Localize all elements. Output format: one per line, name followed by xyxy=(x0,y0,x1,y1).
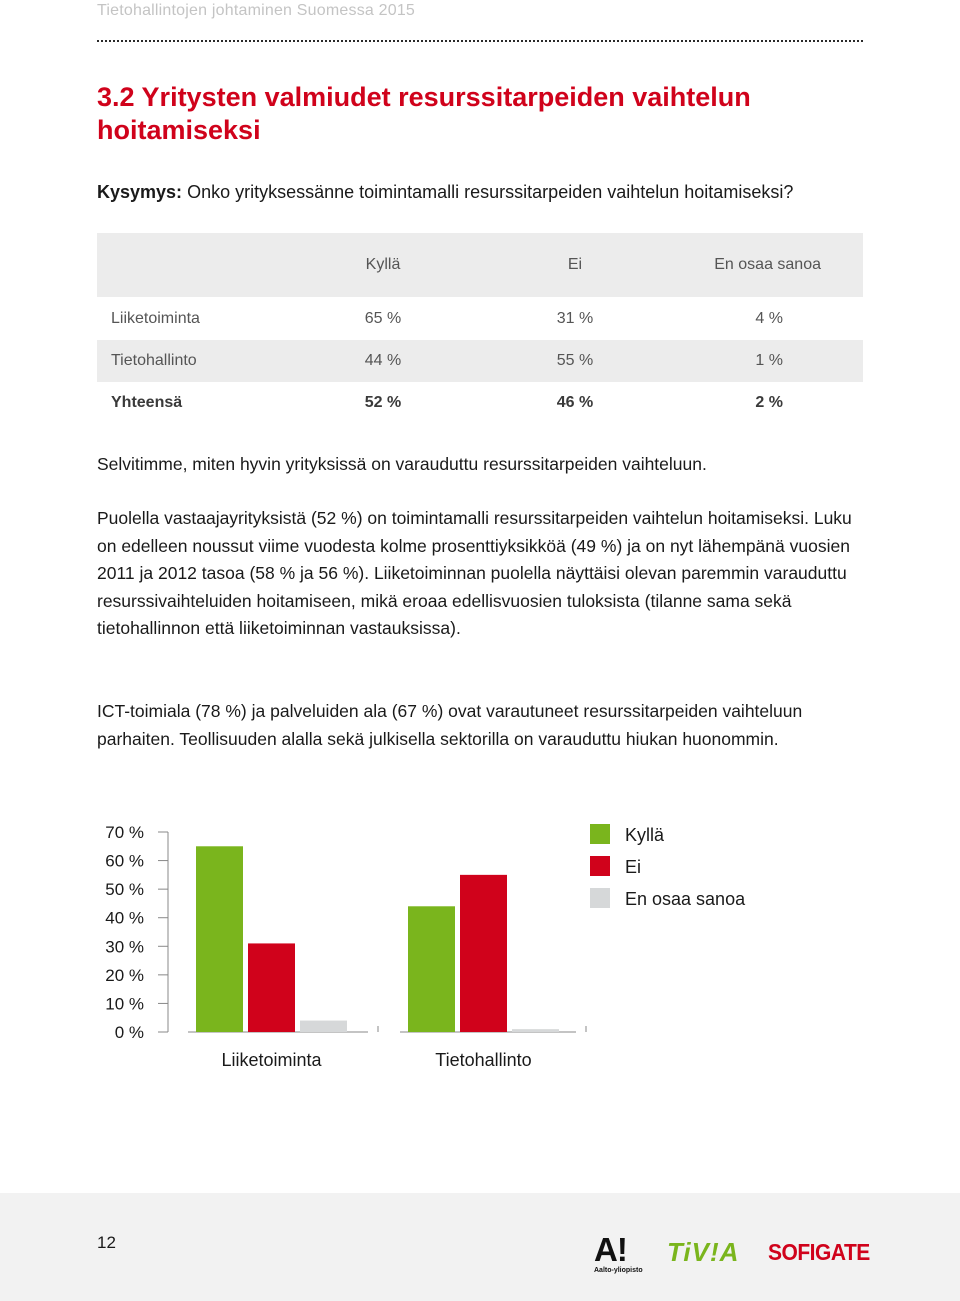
bar xyxy=(248,943,295,1032)
legend-label: Kyllä xyxy=(625,825,665,845)
table-row xyxy=(97,297,863,340)
running-header: Tietohallintojen johtaminen Suomessa 2015 xyxy=(97,2,416,19)
table-cell: 1 % xyxy=(755,352,783,369)
y-tick-label: 10 % xyxy=(105,994,144,1014)
table-header-row xyxy=(97,233,863,297)
table-cell: 55 % xyxy=(556,352,594,369)
aalto-logo xyxy=(594,1233,644,1283)
bar xyxy=(408,906,455,1032)
question-label: Kysymys: xyxy=(97,182,183,202)
aalto-logo-mark: A! xyxy=(594,1231,627,1268)
question xyxy=(97,180,877,204)
table-row-total xyxy=(97,382,863,424)
table-cell: 2 % xyxy=(755,394,783,411)
table-cell: 52 % xyxy=(364,394,402,411)
table-header-cell: En osaa sanoa xyxy=(714,256,821,273)
sofigate-logo: SOFIGATE xyxy=(768,1240,870,1266)
tivia-logo: TiV!A xyxy=(667,1237,740,1267)
aalto-logo-caption: Aalto-yliopisto xyxy=(594,1267,643,1274)
section-title: 3.2 Yritysten valmiudet resurssitarpeiden vaihtelun hoitamiseksi xyxy=(97,82,751,145)
bar xyxy=(196,846,243,1032)
legend-swatch xyxy=(590,824,610,844)
x-category-label: Tietohallinto xyxy=(435,1050,532,1070)
y-tick-label: 40 % xyxy=(105,908,144,928)
legend-label: Ei xyxy=(625,857,642,877)
bar-chart xyxy=(90,810,790,1090)
table-cell: 65 % xyxy=(364,309,402,327)
y-tick-label: 70 % xyxy=(105,823,144,842)
bar xyxy=(512,1029,559,1032)
table-row xyxy=(97,340,863,382)
y-tick-label: 0 % xyxy=(114,1023,144,1042)
header-divider xyxy=(97,40,863,42)
y-tick-label: 20 % xyxy=(105,965,144,985)
bar xyxy=(300,1021,347,1032)
table-cell: 46 % xyxy=(556,394,594,411)
y-tick-label: 50 % xyxy=(105,880,144,900)
results-table xyxy=(97,233,863,424)
body-paragraph-1: Selvitimme, miten hyvin yrityksissä on varauduttu resurssitarpeiden vaihteluun. xyxy=(97,454,707,474)
x-category-label: Liiketoiminta xyxy=(221,1050,322,1070)
body-paragraph-2: Puolella vastaajayrityksistä (52 %) on toimintamalli resurssitarpeiden vaihtelun hoitamiseksi. Luku on edelleen noussut viime vuodesta kolme prosenttiyksikköä (49 %) ja on nyt lähempänä vuosien 2011 ja 2012 tasoa (58 % ja 56 %). Liiketoiminnan puolella näyttäisi olevan paremmin varauduttu resurssivaihteluiden hoitamiseen, mikä eroaa edellisvuosien tuloksista (tilanne sama sekä tietohallinnon että liiketoiminnan vastauksissa). xyxy=(97,508,852,638)
table-header-cell: Ei xyxy=(567,256,583,273)
bar xyxy=(460,875,507,1032)
y-tick-label: 30 % xyxy=(105,937,144,957)
page-number: 12 xyxy=(97,1233,116,1252)
table-cell: 31 % xyxy=(556,309,594,327)
table-header-cell: Kyllä xyxy=(365,256,401,273)
question-text: Onko yrityksessänne toimintamalli resurssitarpeiden vaihtelun hoitamiseksi? xyxy=(182,182,794,202)
legend-swatch xyxy=(590,856,610,876)
table-cell: 4 % xyxy=(755,309,783,327)
table-row-label: Liiketoiminta xyxy=(111,309,200,327)
table-cell: 44 % xyxy=(364,352,402,369)
body-paragraph-3: ICT-toimiala (78 %) ja palveluiden ala (67 %) ovat varautuneet resurssitarpeiden vaihteluun parhaiten. Teollisuuden alalla sekä julkisella sektorilla on varauduttu hiukan huonommin. xyxy=(97,701,803,749)
table-row-label: Tietohallinto xyxy=(111,352,197,369)
table-row-label: Yhteensä xyxy=(111,394,183,411)
footer xyxy=(0,1193,960,1301)
legend-label: En osaa sanoa xyxy=(625,889,746,909)
legend-swatch xyxy=(590,888,610,908)
y-tick-label: 60 % xyxy=(105,851,144,871)
